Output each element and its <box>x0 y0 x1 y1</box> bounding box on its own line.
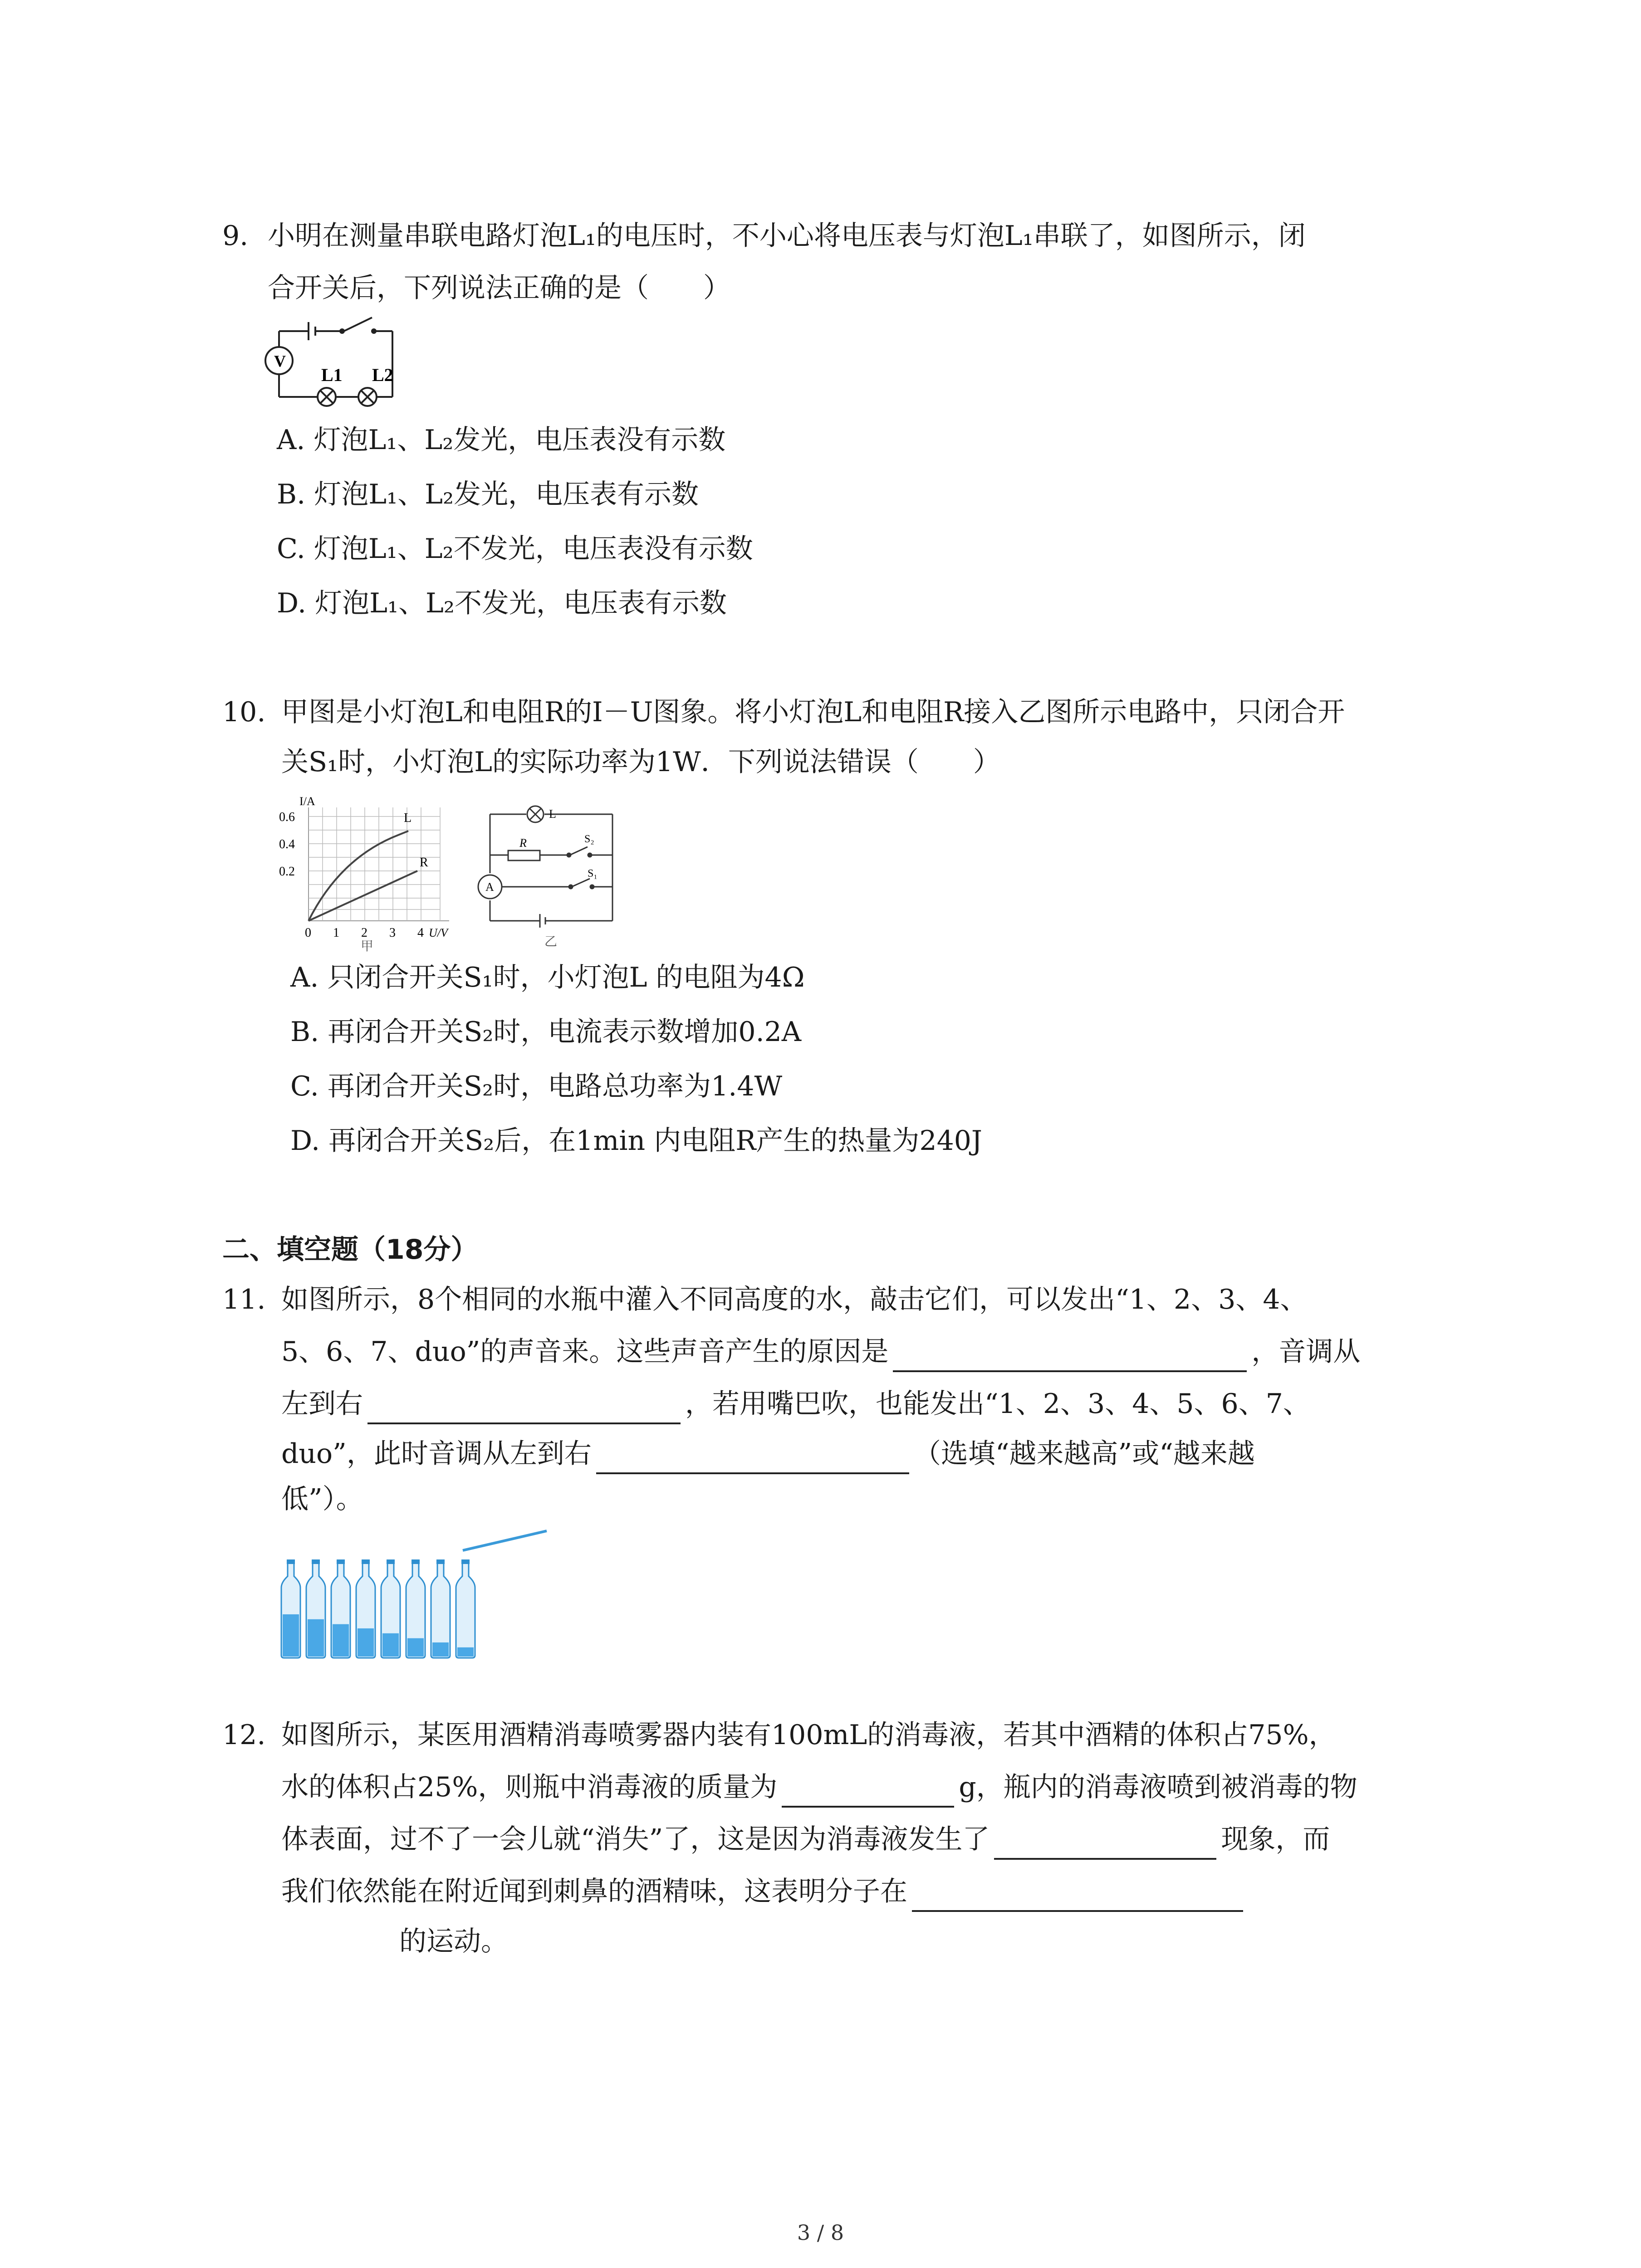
q12-line3-a: 体表面，过不了一会儿就“消失”了，这是因为消毒液发生了 <box>281 1823 990 1855</box>
q9-option-c: C. 灯泡L₁、L₂不发光，电压表没有示数 <box>277 533 753 565</box>
q12-blank-3[interactable] <box>912 1882 1243 1912</box>
q10-number: 10. <box>222 696 266 728</box>
y-tick: 0.4 <box>279 837 295 851</box>
lamp-l1-label: L1 <box>321 365 343 385</box>
circuit-label-s2: S₂ <box>584 833 594 845</box>
q10-iu-graph <box>272 789 472 953</box>
graph-caption: 甲 <box>361 939 374 953</box>
q11-line4-a: duo”，此时音调从左到右 <box>281 1438 592 1470</box>
q10-option-d: D. 再闭合开关S₂后，在1min 内电阻R产生的热量为240J <box>290 1125 982 1157</box>
water-bottle <box>331 1559 350 1658</box>
section-title: 二、填空题（18分） <box>222 1234 478 1266</box>
q11-line2-a: 5、6、7、duo”的声音来。这些声音产生的原因是 <box>281 1336 889 1368</box>
q10-option-b: B. 再闭合开关S₂时，电流表示数增加0.2A <box>290 1016 802 1048</box>
water-bottle <box>431 1559 450 1658</box>
q12-line1: 如图所示，某医用酒精消毒喷雾器内装有100mL的消毒液，若其中酒精的体积占75%， <box>281 1719 1336 1751</box>
q12-line3 <box>281 1819 1330 1860</box>
x-tick: 0 <box>305 926 311 940</box>
q12-line5: 的运动。 <box>399 1926 508 1957</box>
curve-l-label: L <box>404 811 412 825</box>
x-tick: 2 <box>361 926 367 940</box>
curve-l <box>309 831 408 921</box>
q11-blank-2[interactable] <box>367 1394 681 1424</box>
q9-stem-line1: 小明在测量串联电路灯泡L₁的电压时，不小心将电压表与灯泡L₁串联了，如图所示，闭 <box>268 220 1306 252</box>
water-bottle <box>406 1559 425 1658</box>
y-tick: 0.2 <box>279 865 295 879</box>
q11-line2-b: ，音调从 <box>1251 1336 1361 1368</box>
q11-line4 <box>281 1433 1255 1474</box>
q10-option-c: C. 再闭合开关S₂时，电路总功率为1.4W <box>290 1070 783 1102</box>
q9-circuit-figure <box>263 313 413 408</box>
q10-option-a: A. 只闭合开关S₁时，小灯泡L 的电阻为4Ω <box>290 962 805 993</box>
q9-stem-line2: 合开关后，下列说法正确的是（ ） <box>268 272 730 304</box>
graph-y-axis-label: I/A <box>299 795 315 808</box>
water-bottle <box>281 1559 300 1658</box>
graph-x-axis-label: U/V <box>429 926 448 939</box>
curve-r <box>309 871 417 921</box>
q11-blank-1[interactable] <box>893 1342 1247 1372</box>
y-tick: 0.6 <box>279 810 295 824</box>
circuit-label-s1: S₁ <box>588 868 598 880</box>
q11-line2 <box>281 1331 1360 1372</box>
q12-blank-1[interactable] <box>782 1778 954 1808</box>
voltmeter-label: V <box>274 352 286 370</box>
q10-circuit-figure <box>476 796 631 950</box>
bottle-water <box>358 1628 374 1657</box>
x-tick: 3 <box>389 926 396 940</box>
q9-option-d: D. 灯泡L₁、L₂不发光，电压表有示数 <box>277 587 727 619</box>
lamp-l2-label: L2 <box>372 365 393 385</box>
q12-line3-b: 现象，而 <box>1221 1823 1330 1855</box>
q11-number: 11. <box>222 1284 266 1315</box>
bottle-water <box>333 1624 349 1657</box>
circuit-label-resistor: R <box>519 836 527 850</box>
q12-line4-text: 我们依然能在附近闻到刺鼻的酒精味，这表明分子在 <box>281 1876 907 1907</box>
q11-line3-a: 左到右 <box>281 1388 363 1420</box>
x-tick: 1 <box>333 926 339 940</box>
q9-option-b: B. 灯泡L₁、L₂发光，电压表有示数 <box>277 479 699 510</box>
q12-blank-2[interactable] <box>994 1830 1216 1860</box>
circuit-label-ammeter: A <box>485 880 494 894</box>
q12-line2-a: 水的体积占25%，则瓶中消毒液的质量为 <box>281 1771 778 1803</box>
q11-line5: 低”）。 <box>281 1483 363 1515</box>
q12-line2 <box>281 1767 1357 1808</box>
circuit-label-lamp: L <box>549 807 556 821</box>
q12-line2-b: g，瓶内的消毒液喷到被消毒的物 <box>959 1771 1357 1803</box>
q12-line4 <box>281 1871 1248 1912</box>
q9-number: 9. <box>222 220 249 252</box>
bottle-water <box>382 1633 399 1657</box>
q11-bottles-figure <box>272 1529 563 1665</box>
q11-line3 <box>281 1383 1310 1424</box>
bottle-water <box>457 1647 474 1657</box>
water-bottle <box>306 1559 325 1658</box>
q10-stem-line1: 甲图是小灯泡L和电阻R的I－U图象。将小灯泡L和电阻R接入乙图所示电路中，只闭合开 <box>281 696 1345 728</box>
bottle-water <box>432 1642 449 1657</box>
water-bottle <box>381 1559 400 1658</box>
q11-line3-b: ，若用嘴巴吹，也能发出“1、2、3、4、5、6、7、 <box>685 1388 1310 1420</box>
page-number: 3 / 8 <box>797 2220 844 2245</box>
q11-blank-3[interactable] <box>596 1444 909 1474</box>
curve-r-label: R <box>420 855 428 870</box>
bottle-water <box>308 1619 324 1657</box>
bottle-water <box>283 1614 299 1657</box>
q11-line1: 如图所示，8个相同的水瓶中灌入不同高度的水，敲击它们，可以发出“1、2、3、4、 <box>281 1284 1308 1315</box>
q12-number: 12. <box>222 1719 266 1751</box>
q10-stem-line2: 关S₁时，小灯泡L的实际功率为1W．下列说法错误（ ） <box>281 746 1000 778</box>
striking-stick <box>463 1531 547 1550</box>
x-tick: 4 <box>417 926 424 940</box>
water-bottle <box>456 1559 475 1658</box>
water-bottle <box>356 1559 375 1658</box>
bottle-water <box>407 1638 424 1657</box>
q9-option-a: A. 灯泡L₁、L₂发光，电压表没有示数 <box>277 424 726 456</box>
circuit-caption: 乙 <box>544 935 558 949</box>
q11-line4-b: （选填“越来越高”或“越来越 <box>913 1438 1255 1470</box>
